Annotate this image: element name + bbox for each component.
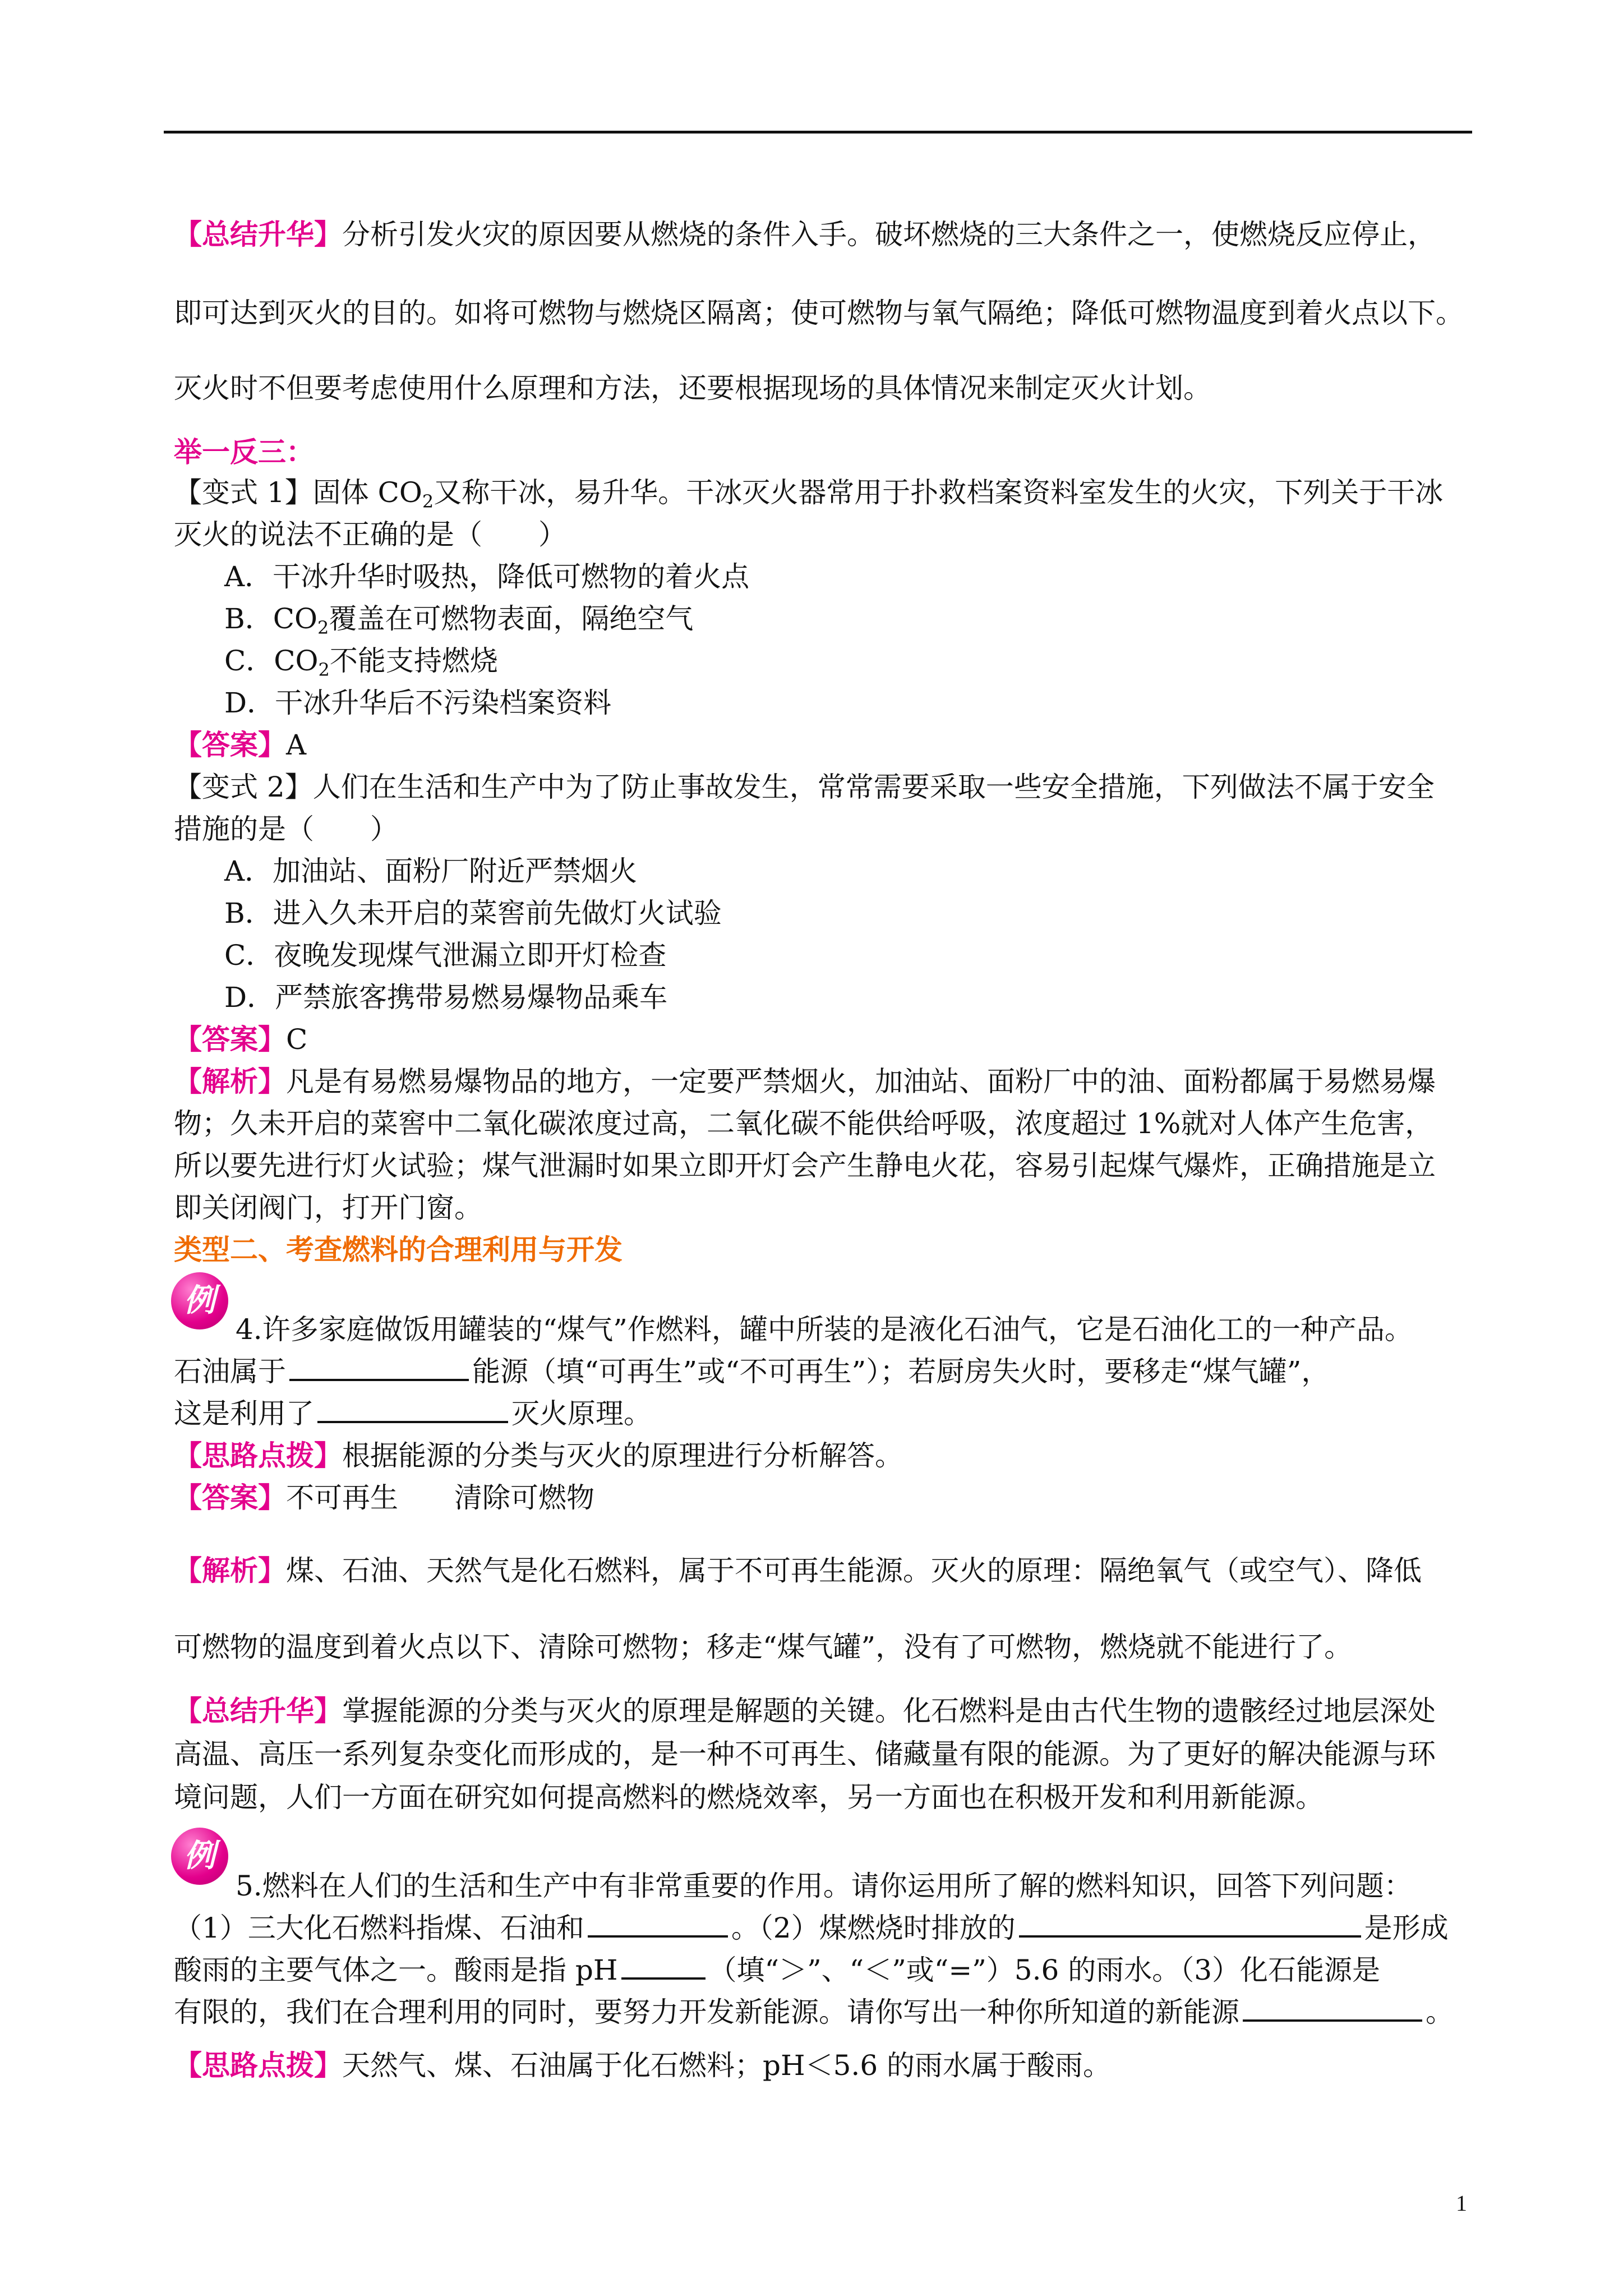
option-c: C．$CO_2$不能支持燃烧 xyxy=(224,645,498,680)
option-c: C．夜晚发现煤气泄漏立即开灯检查 xyxy=(224,939,667,972)
answer-blank[interactable] xyxy=(621,1948,706,1980)
q5-line: 有限的，我们在合理利用的同时，要努力开发新能源。请你写出一种你所知道的新能源 。 xyxy=(174,1990,1475,2035)
variant-1-answer: 【答案】A xyxy=(174,729,307,761)
summary-tag: 【总结升华】 xyxy=(174,218,342,251)
q5-line: 酸雨的主要气体之一。酸雨是指 pH （填“＞”、“＜”或“=”）5.6 的雨水。（3）化石能源是 xyxy=(174,1948,1475,1993)
q4-analysis: 【解析】煤、石油、天然气是化石燃料，属于不可再生能源。灭火的原理：隔绝氧气（或空气）、降低 xyxy=(174,1554,1422,1587)
option-a: A．干冰升华时吸热，降低可燃物的着火点 xyxy=(224,560,750,593)
q5-line: （1）三大化石燃料指煤、石油和 。（2）煤燃烧时排放的 是形成 xyxy=(174,1906,1475,1950)
q4-line: 这是利用了 灭火原理。 xyxy=(174,1391,1475,1436)
section-heading-type2: 类型二、考查燃料的合理利用与开发 xyxy=(174,1234,623,1266)
option-b: B．$CO_2$覆盖在可燃物表面，隔绝空气 xyxy=(224,602,694,638)
analysis-line: 即关闭阀门，打开门窗。 xyxy=(174,1191,482,1224)
analysis-line: 可燃物的温度到着火点以下、清除可燃物；移走“煤气罐”，没有了可燃物，燃烧就不能进行了。 xyxy=(174,1631,1353,1663)
summary-paragraph: 【总结升华】分析引发火灾的原因要从燃烧的条件入手。破坏燃烧的三大条件之一，使燃烧反应停止， xyxy=(174,218,1436,251)
summary-line: 高温、高压一系列复杂变化而形成的，是一种不可再生、储藏量有限的能源。为了更好的解决能源与环 xyxy=(174,1738,1436,1770)
variant-2-answer: 【答案】C xyxy=(174,1023,308,1056)
analysis-line: 所以要先进行灯火试验；煤气泄漏时如果立即开灯会产生静电火花，容易引起煤气爆炸，正确措施是立 xyxy=(174,1149,1436,1182)
option-b: B．进入久未开启的菜窖前先做灯火试验 xyxy=(224,897,722,930)
variant-1-question: 【变式 1】固体 $CO_2$又称干冰，易升华。干冰灭火器常用于扑救档案资料室发生的火灾，下列关于干冰 xyxy=(174,476,1444,512)
q4-answer: 【答案】不可再生 清除可燃物 xyxy=(174,1481,594,1514)
q5-question: 5.燃料在人们的生活和生产中有非常重要的作用。请你运用所了解的燃料知识，回答下列问题： xyxy=(236,1870,1412,1902)
header-rule xyxy=(164,131,1472,134)
answer-blank[interactable] xyxy=(1243,1990,1422,2022)
analysis-line: 物；久未开启的菜窖中二氧化碳浓度过高，二氧化碳不能供给呼吸，浓度超过 1%就对人体产生危害， xyxy=(174,1107,1433,1140)
q4-question: 4.许多家庭做饭用罐装的“煤气”作燃料，罐中所装的是液化石油气，它是石油化工的一种产品。 xyxy=(236,1313,1413,1346)
q5-hint: 【思路点拨】天然气、煤、石油属于化石燃料；pH＜5.6 的雨水属于酸雨。 xyxy=(174,2049,1112,2082)
page-number: 1 xyxy=(1456,2191,1467,2216)
answer-blank[interactable] xyxy=(289,1350,469,1381)
example-badge: 例 xyxy=(171,1272,228,1329)
variant-1-question-line: 灭火的说法不正确的是（ ） xyxy=(174,518,566,551)
answer-blank[interactable] xyxy=(588,1906,728,1938)
option-d: D．干冰升华后不污染档案资料 xyxy=(224,687,612,719)
summary-line: 即可达到灭火的目的。如将可燃物与燃烧区隔离；使可燃物与氧气隔绝；降低可燃物温度到着火点以下。 xyxy=(174,297,1464,329)
answer-blank[interactable] xyxy=(1019,1906,1361,1938)
summary-line: 灭火时不但要考虑使用什么原理和方法，还要根据现场的具体情况来制定灭火计划。 xyxy=(174,372,1211,404)
example-badge: 例 xyxy=(171,1828,228,1885)
q4-summary: 【总结升华】掌握能源的分类与灭火的原理是解题的关键。化石燃料是由古代生物的遗骸经过地层深处 xyxy=(174,1695,1436,1727)
q4-hint: 【思路点拨】根据能源的分类与灭火的原理进行分析解答。 xyxy=(174,1439,903,1472)
summary-line: 境问题，人们一方面在研究如何提高燃料的燃烧效率，另一方面也在积极开发和利用新能源。 xyxy=(174,1781,1324,1814)
option-d: D．严禁旅客携带易燃易爆物品乘车 xyxy=(224,981,668,1014)
answer-blank[interactable] xyxy=(317,1392,508,1423)
variant-2-analysis: 【解析】凡是有易燃易爆物品的地方，一定要严禁烟火，加油站、面粉厂中的油、面粉都属于易燃易爆 xyxy=(174,1065,1436,1098)
variant-2-question: 【变式 2】人们在生活和生产中为了防止事故发生，常常需要采取一些安全措施，下列做法不属于安全 xyxy=(174,771,1435,803)
variant-2-question-line: 措施的是（ ） xyxy=(174,813,398,845)
section-heading-jyfs: 举一反三： xyxy=(174,436,314,468)
option-a: A．加油站、面粉厂附近严禁烟火 xyxy=(224,855,638,887)
q4-line: 石油属于 能源（填“可再生”或“不可再生”）；若厨房失火时，要移走“煤气罐”， xyxy=(174,1349,1475,1394)
